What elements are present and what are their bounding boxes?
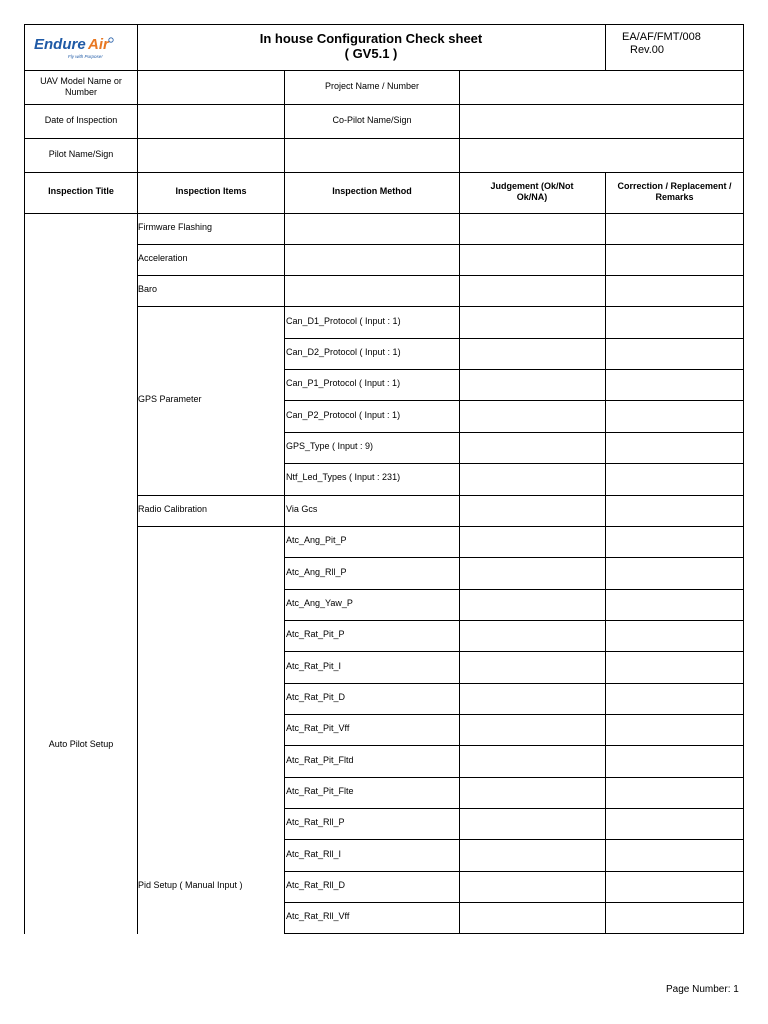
method-row: Can_P1_Protocol ( Input : 1) bbox=[286, 378, 401, 388]
doc-code: EA/AF/FMT/008 bbox=[622, 31, 701, 43]
section-title: Auto Pilot Setup bbox=[48, 739, 114, 749]
uav-model-label: UAV Model Name or Number bbox=[40, 76, 122, 97]
item-pid: Pid Setup ( Manual Input ) bbox=[138, 880, 243, 890]
method-row: Atc_Ang_Rll_P bbox=[286, 567, 347, 577]
method-row: GPS_Type ( Input : 9) bbox=[286, 441, 374, 451]
method-row: Atc_Rat_Pit_P bbox=[286, 629, 345, 639]
column-header-remarks: Correction / Replacement / Remarks bbox=[617, 181, 732, 202]
project-label: Project Name / Number bbox=[324, 81, 420, 91]
svg-text:Fly with Purpose!: Fly with Purpose! bbox=[68, 54, 103, 59]
column-header-items: Inspection Items bbox=[175, 186, 247, 196]
item-firmware: Firmware Flashing bbox=[138, 222, 213, 232]
method-row: Atc_Rat_Pit_Vff bbox=[286, 723, 350, 733]
method-row: Atc_Rat_Pit_D bbox=[286, 692, 346, 702]
page-number: Page Number: 1 bbox=[666, 984, 739, 995]
method-row: Atc_Ang_Yaw_P bbox=[286, 598, 353, 608]
svg-text:Air: Air bbox=[88, 36, 109, 53]
column-header-title: Inspection Title bbox=[48, 186, 114, 196]
method-row: Atc_Rat_Rll_P bbox=[286, 817, 345, 827]
item-baro: Baro bbox=[138, 284, 158, 294]
revision: Rev.00 bbox=[630, 44, 665, 56]
method-row: Atc_Rat_Pit_Fltd bbox=[286, 755, 354, 765]
method-row: Atc_Rat_Rll_D bbox=[286, 880, 346, 890]
method-row: Via Gcs bbox=[286, 504, 318, 514]
item-radio: Radio Calibration bbox=[138, 504, 208, 514]
method-row: Atc_Rat_Rll_Vff bbox=[286, 911, 350, 921]
title-line-1: In house Configuration Check sheet bbox=[259, 31, 483, 46]
method-row: Ntf_Led_Types ( Input : 231) bbox=[286, 472, 401, 482]
method-row: Can_D2_Protocol ( Input : 1) bbox=[286, 347, 401, 357]
title-line-2: ( GV5.1 ) bbox=[344, 46, 398, 61]
column-header-judgement: Judgement (Ok/Not Ok/NA) bbox=[490, 181, 574, 202]
page-title bbox=[138, 31, 604, 61]
item-gps: GPS Parameter bbox=[138, 394, 202, 404]
method-row: Atc_Ang_Pit_P bbox=[286, 535, 347, 545]
method-row: Atc_Rat_Pit_Flte bbox=[286, 786, 354, 796]
company-logo bbox=[34, 34, 114, 67]
method-row: Can_D1_Protocol ( Input : 1) bbox=[286, 316, 401, 326]
document-reference bbox=[622, 31, 701, 57]
copilot-label: Co-Pilot Name/Sign bbox=[332, 115, 412, 125]
date-label: Date of Inspection bbox=[44, 115, 118, 125]
pilot-label: Pilot Name/Sign bbox=[48, 149, 114, 159]
method-row: Can_P2_Protocol ( Input : 1) bbox=[286, 410, 401, 420]
method-row: Atc_Rat_Rll_I bbox=[286, 849, 342, 859]
column-header-method: Inspection Method bbox=[332, 186, 412, 196]
item-acceleration: Acceleration bbox=[138, 253, 188, 263]
method-row: Atc_Rat_Pit_I bbox=[286, 661, 342, 671]
svg-text:Endure: Endure bbox=[34, 36, 86, 53]
